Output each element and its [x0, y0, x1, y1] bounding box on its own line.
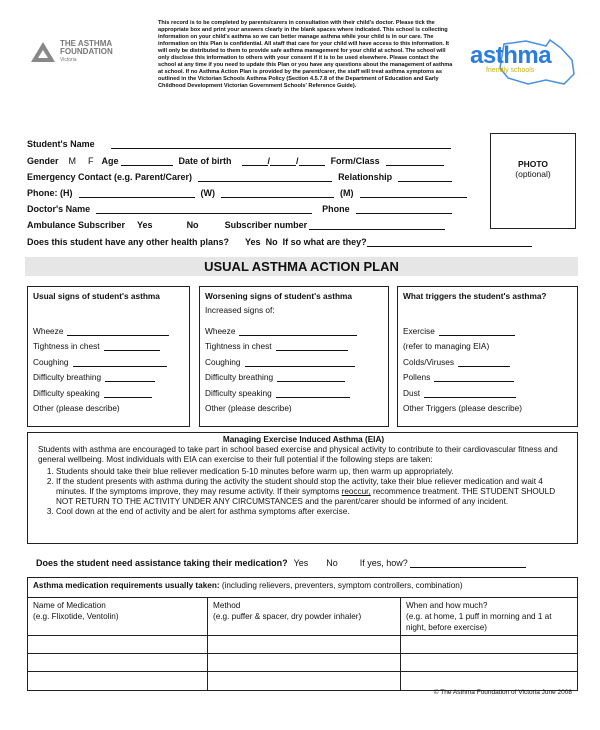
medication-heading-cell — [28, 578, 578, 598]
table-cell[interactable] — [28, 672, 208, 691]
column-example: (e.g. at home, 1 puff in morning and 1 at night, before exercise) — [406, 612, 552, 632]
dob-day-field[interactable] — [242, 156, 268, 166]
trigger-other-label: Other Triggers (please describe) — [403, 403, 522, 413]
foundation-triangle-icon — [30, 41, 56, 63]
trigger-exercise-field[interactable] — [439, 326, 515, 336]
ambulance-row — [27, 218, 451, 230]
trigger-exercise-label: Exercise — [403, 325, 435, 336]
usual-speaking-field[interactable] — [104, 388, 152, 398]
foundation-sub: Victoria — [60, 57, 77, 63]
student-name-label: Student's Name — [27, 139, 95, 149]
usual-coughing-field[interactable] — [73, 357, 167, 367]
table-row — [28, 636, 578, 654]
doctor-field[interactable] — [96, 204, 312, 214]
column-header-method — [208, 598, 401, 636]
eia-heading: Managing Exercise Induced Asthma (EIA) — [222, 435, 385, 444]
assist-question: Does the student need assistance taking their medication? — [36, 558, 288, 568]
ambulance-no-option[interactable]: No — [186, 220, 199, 230]
trigger-colds-field[interactable] — [458, 357, 510, 367]
table-row — [28, 672, 578, 691]
eia-step-1: 1. Students should take their blue reliever medication 5-10 minutes before warm up, then warm up appropriately. — [56, 467, 569, 477]
doctor-row — [27, 202, 458, 214]
photo-label: PHOTO — [517, 159, 549, 169]
phone-h-field[interactable] — [79, 188, 195, 198]
worsening-signs-heading: Worsening signs of student's asthma — [205, 291, 353, 301]
dob-month-field[interactable] — [267, 156, 296, 166]
photo-box[interactable] — [490, 133, 576, 229]
eia-step-3: 3. Cool down at the end of activity and be alert for asthma symptoms after exercise. — [56, 507, 569, 517]
health-plans-field[interactable] — [367, 237, 532, 247]
usual-wheeze-label: Wheeze — [33, 325, 64, 336]
asthma-friendly-schools-logo — [466, 38, 581, 88]
medication-heading-note: (including relievers, preventers, symptom controllers, combination) — [221, 581, 463, 590]
table-cell[interactable] — [208, 654, 401, 672]
friendly-logo-word: asthma — [470, 42, 552, 69]
assist-row — [36, 556, 532, 568]
subscriber-number-field[interactable] — [309, 220, 445, 230]
health-plans-no-option[interactable]: No — [265, 237, 278, 247]
usual-signs-heading: Usual signs of student's asthma — [33, 291, 160, 301]
assist-how-field[interactable] — [410, 558, 526, 568]
usual-wheeze-field[interactable] — [67, 326, 169, 336]
subscriber-number-label: Subscriber number — [224, 220, 308, 230]
dob-label: Date of birth — [178, 156, 232, 166]
copyright-footer: © The Asthma Foundation of Victoria June 2008 — [433, 689, 572, 696]
health-plans-if-so-label: If so what are they? — [282, 237, 367, 247]
worsening-sub-label: Increased signs of: — [205, 305, 275, 315]
dob-separator: / — [296, 156, 299, 166]
trigger-dust-label: Dust — [403, 387, 421, 398]
usual-signs-box — [27, 286, 190, 427]
table-cell[interactable] — [401, 636, 578, 654]
table-cell[interactable] — [208, 636, 401, 654]
worsening-breathing-label: Difficulty breathing — [205, 372, 274, 382]
gender-m-option[interactable]: M — [68, 156, 77, 166]
column-title: Name of Medication — [33, 601, 106, 610]
eia-step-2-text-cont: recommence treatment. THE STUDENT SHOULD NOT RETURN TO THE ACTIVITY UNDER ANY CIRCUMSTANCES and the parent/carer should be informed of any incident. — [56, 487, 556, 507]
column-header-name — [28, 598, 208, 636]
worsening-wheeze-label: Wheeze — [205, 325, 236, 336]
column-title: Method — [213, 601, 241, 610]
medication-heading: Asthma medication requirements usually taken: — [33, 581, 220, 590]
phone-h-label: Phone: (H) — [27, 188, 73, 198]
triggers-box — [397, 286, 578, 427]
assist-no-option[interactable]: No — [326, 558, 338, 568]
worsening-chest-label: Tightness in chest — [205, 341, 272, 351]
table-cell[interactable] — [208, 672, 401, 691]
table-cell[interactable] — [401, 654, 578, 672]
column-title: When and how much? — [406, 601, 488, 610]
friendly-logo-sub: friendly schools — [486, 67, 535, 74]
student-name-row — [27, 137, 457, 149]
age-field[interactable] — [121, 156, 173, 166]
intro-text: This record is to be completed by parents/carers in consultation with their child's doctor. Please tick the appropriate box and print your answers clearly in the blank spaces where indicated. This school is collecting information on your child's asthma so we can better manage asthma while your child is in our care. The information on this Plan is confidential. All staff that care for your child will have access to this information. It will only be distributed to them to provide safe asthma management for your child at school. The school will only disclose this information to others with your consent if it is to be used elsewhere. Please contact the school at any time if you need to update this Plan or you have any questions about the management of asthma at school. If no Asthma Action Plan is provided by the parent/carer, the staff will treat asthma symptoms as outlined in the Victorian Schools Asthma Policy (Section 4.5.7.8 of the Department of Education and Early Childhood Development Victorian Government Schools' Reference Guide). — [158, 20, 453, 89]
worsening-chest-field[interactable] — [276, 341, 348, 351]
table-cell[interactable] — [28, 636, 208, 654]
eia-step-2-underlined: reoccur, — [341, 487, 371, 497]
eia-intro: Students with asthma are encouraged to take part in school based exercise and physical activity to contribute to their cardiovascular fitness and general wellbeing. Most individuals with EIA can exercise to their full potential if the following steps are taken: — [38, 445, 558, 465]
age-label: Age — [101, 156, 119, 166]
relationship-label: Relationship — [338, 172, 393, 182]
worsening-coughing-field[interactable] — [245, 357, 355, 367]
phone-row — [27, 186, 473, 198]
photo-sub-label: (optional) — [515, 169, 551, 179]
phone-m-field[interactable] — [360, 188, 467, 198]
trigger-eia-note: (refer to managing EIA) — [403, 341, 490, 351]
ambulance-label: Ambulance Subscriber — [27, 220, 126, 230]
dob-separator: / — [267, 156, 271, 166]
plan-title: USUAL ASTHMA ACTION PLAN — [25, 257, 578, 276]
foundation-name: THE ASTHMA FOUNDATION — [60, 39, 113, 56]
eia-step-2 — [56, 477, 569, 508]
worsening-breathing-field[interactable] — [277, 372, 345, 382]
doctor-phone-field[interactable] — [356, 204, 452, 214]
usual-breathing-field[interactable] — [105, 372, 155, 382]
worsening-other-label: Other (please describe) — [205, 403, 292, 413]
health-plans-label: Does this student have any other health plans? — [27, 237, 230, 247]
gender-f-option[interactable]: F — [88, 156, 94, 166]
usual-speaking-label: Difficulty speaking — [33, 387, 100, 398]
table-cell[interactable] — [401, 672, 578, 691]
eia-box — [27, 432, 578, 544]
phone-m-label: (M) — [340, 188, 354, 198]
gender-label: Gender — [27, 156, 59, 166]
worsening-coughing-label: Coughing — [205, 356, 241, 367]
form-class-field[interactable] — [386, 156, 444, 166]
column-example: (e.g. Flixotide, Ventolin) — [33, 612, 119, 621]
phone-w-field[interactable] — [221, 188, 334, 198]
usual-coughing-label: Coughing — [33, 356, 69, 367]
medication-table — [27, 577, 578, 691]
phone-w-label: (W) — [200, 188, 215, 198]
worsening-speaking-field[interactable] — [276, 388, 350, 398]
form-class-label: Form/Class — [330, 156, 380, 166]
usual-chest-label: Tightness in chest — [33, 341, 100, 351]
emergency-row — [27, 170, 458, 182]
dob-year-field[interactable] — [299, 156, 325, 166]
student-name-field[interactable] — [111, 139, 451, 149]
eia-step-2-text: If the student presents with asthma during the activity the student should stop the activity, take their blue reliever medication and wait 4 minutes. If the symptoms improve, they may resume activity. If their symptoms — [56, 476, 543, 497]
column-header-when — [401, 598, 578, 636]
usual-chest-field[interactable] — [104, 341, 160, 351]
asthma-foundation-logo — [30, 40, 132, 64]
worsening-signs-box — [199, 286, 389, 427]
emergency-field[interactable] — [198, 172, 332, 182]
trigger-dust-field[interactable] — [424, 388, 516, 398]
trigger-pollens-label: Pollens — [403, 372, 431, 382]
emergency-label: Emergency Contact (e.g. Parent/Carer) — [27, 172, 193, 182]
assist-how-label: If yes, how? — [359, 558, 408, 568]
table-cell[interactable] — [28, 654, 208, 672]
assist-yes-option[interactable]: Yes — [293, 558, 309, 568]
relationship-field[interactable] — [398, 172, 452, 182]
column-example: (e.g. puffer & spacer, dry powder inhaler) — [213, 612, 362, 621]
table-row — [28, 654, 578, 672]
gender-row — [27, 154, 450, 166]
ambulance-yes-option[interactable]: Yes — [137, 220, 153, 230]
worsening-wheeze-field[interactable] — [239, 326, 357, 336]
triggers-heading: What triggers the student's asthma? — [403, 291, 547, 301]
doctor-label: Doctor's Name — [27, 204, 91, 214]
trigger-pollens-field[interactable] — [434, 372, 514, 382]
worsening-speaking-label: Difficulty speaking — [205, 387, 272, 398]
usual-other-label: Other (please describe) — [33, 403, 120, 413]
health-plans-yes-option[interactable]: Yes — [245, 237, 261, 247]
doctor-phone-label: Phone — [322, 204, 350, 214]
health-plans-row — [27, 235, 538, 247]
trigger-colds-label: Colds/Viruses — [403, 356, 455, 367]
usual-breathing-label: Difficulty breathing — [33, 372, 102, 382]
